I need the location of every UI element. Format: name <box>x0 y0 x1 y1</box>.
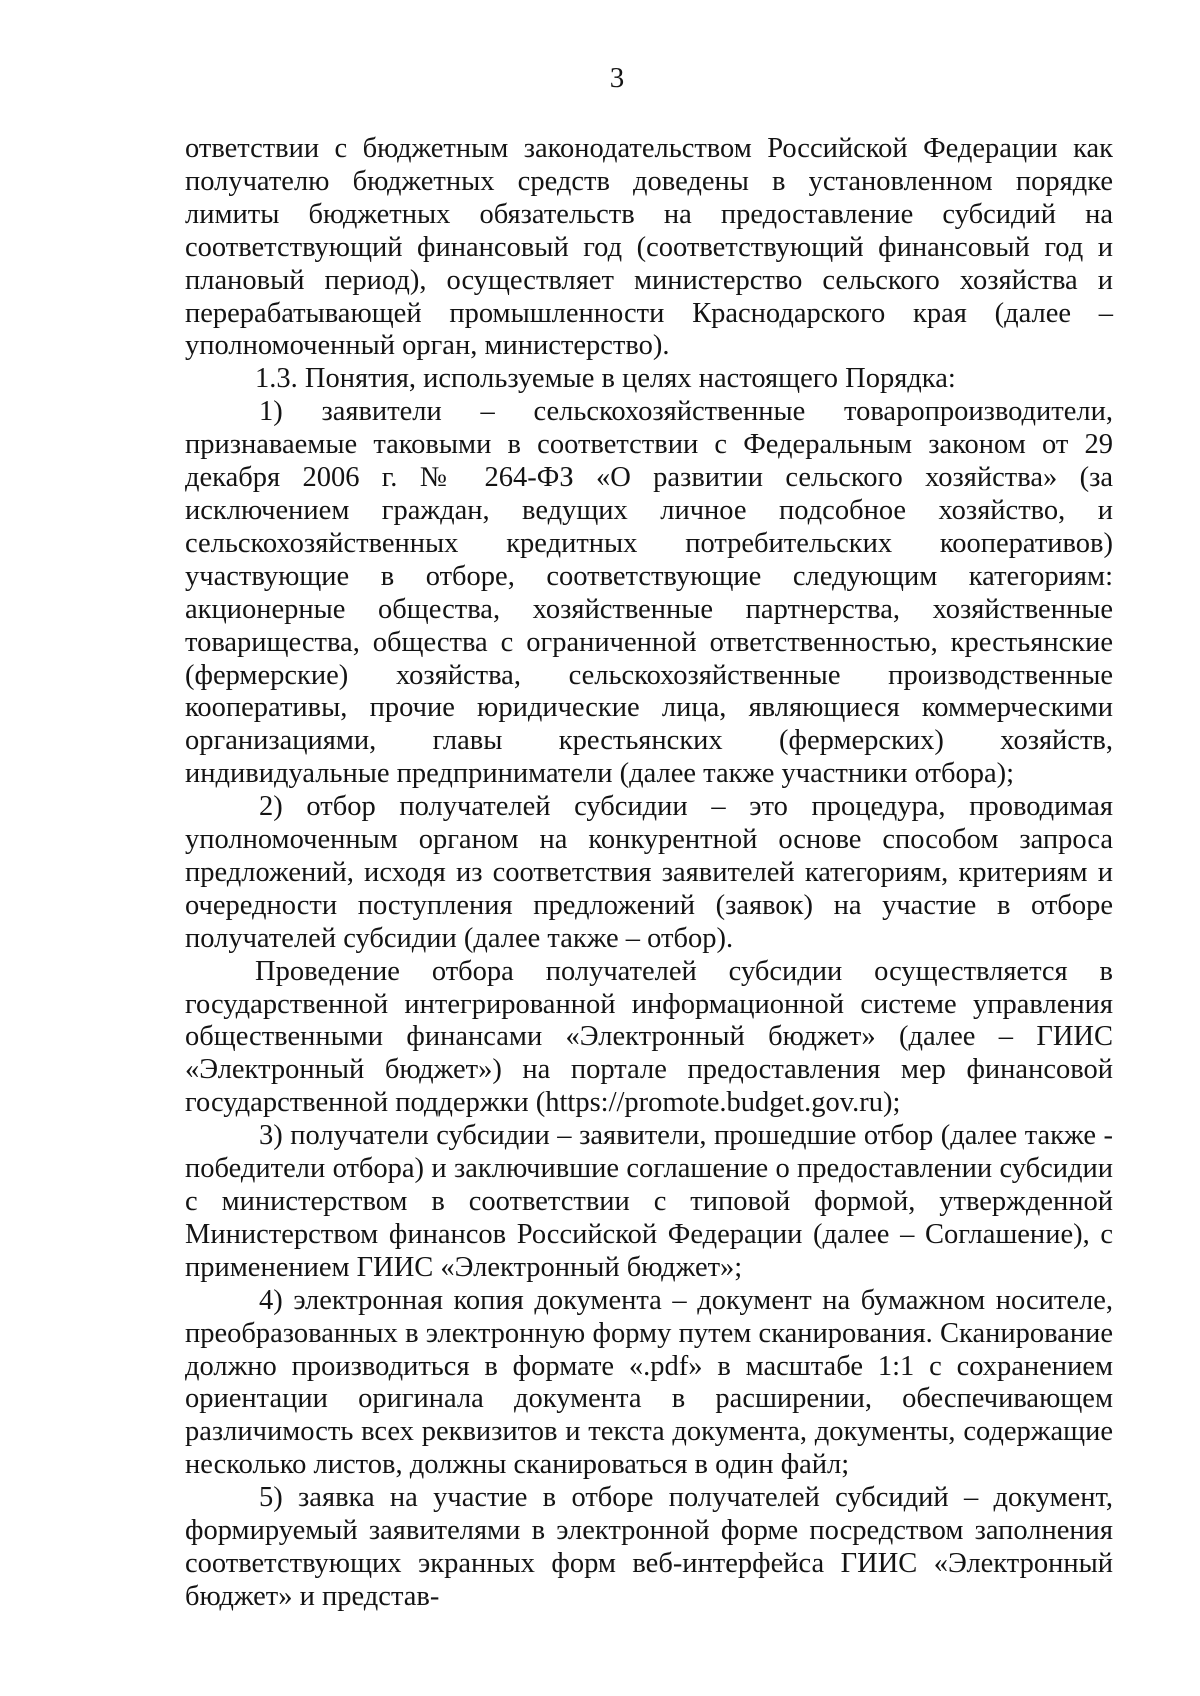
paragraph-1-3-heading: 1.3. Понятия, используемые в целях настоящего Порядка: <box>255 363 956 395</box>
paragraph-item-3-recipients: 3) получатели субсидии – заявители, прошедшие отбор (далее также - победители отбора) и заключившие соглашение о предоставлении субсидии с министерством в соответствии с типовой формой, утвержденной Министерством финансов Российской Федерации (далее – Соглашение), с применением ГИИС «Электронный бюджет»; <box>185 1120 1113 1283</box>
paragraph-continuation: ответствии с бюджетным законодательством Российской Федерации как получателю бюджетных средств доведены в установленном порядке лимиты бюджетных обязательств на предоставление субсидий на соответствующий финансовый год (соответствующий финансовый год и плановый период), осуществляет министерство сельского хозяйства и перерабатывающей промышленности Краснодарского края (далее – уполномоченный орган, министерство). <box>185 133 1113 362</box>
paragraph-item-5-application: 5) заявка на участие в отборе получателей субсидий – документ, формируемый заявителями в электронной форме посредством заполнения соответствующих экранных форм веб-интерфейса ГИИС «Электронный бюджет» и представ- <box>185 1482 1113 1612</box>
paragraph-item-2-selection: 2) отбор получателей субсидии – это процедура, проводимая уполномоченным органом на конкурентной основе способом запроса предложений, исходя из соответствия заявителей категориям, критериям и очередности поступления предложений (заявок) на участие в отборе получателей субсидии (далее также – отбор). <box>185 791 1113 954</box>
paragraph-selection-procedure: Проведение отбора получателей субсидии осуществляется в государственной интегрированной информационной системе управления общественными финансами «Электронный бюджет» (далее – ГИИС «Электронный бюджет») на портале предоставления мер финансовой государственной поддержки (https://promote.budget.gov.ru); <box>185 955 1113 1119</box>
paragraph-item-1-applicants: 1) заявители – сельскохозяйственные товаропроизводители, признаваемые таковыми в соответствии с Федеральным законом от 29 декабря 2006 г. № 264-ФЗ «О развитии сельского хозяйства» (за исключением граждан, ведущих личное подсобное хозяйство, и сельскохозяйственных кредитных потребительских кооперативов) участвующие в отборе, соответствующие следующим категориям: акционерные общества, хозяйственные партнерства, хозяйственные товарищества, общества с ограниченной ответственностью, крестьянские (фермерские) хозяйства, сельскохозяйственные производственные кооперативы, прочие юридические лица, являющиеся коммерческими организациями, главы крестьянских (фермерских) хозяйств, индивидуальные предприниматели (далее также участники отбора); <box>185 396 1113 790</box>
document-body <box>185 133 1113 1614</box>
page-number: 3 <box>609 62 625 94</box>
paragraph-item-4-electronic-copy: 4) электронная копия документа – документ на бумажном носителе, преобразованных в электронную форму путем сканирования. Сканирование должно производиться в формате «.pdf» в масштабе 1:1 с сохранением ориентации оригинала документа в расширении, обеспечивающем различимость всех реквизитов и текста документа, документы, содержащие несколько листов, должны сканироваться в один файл; <box>185 1284 1113 1481</box>
